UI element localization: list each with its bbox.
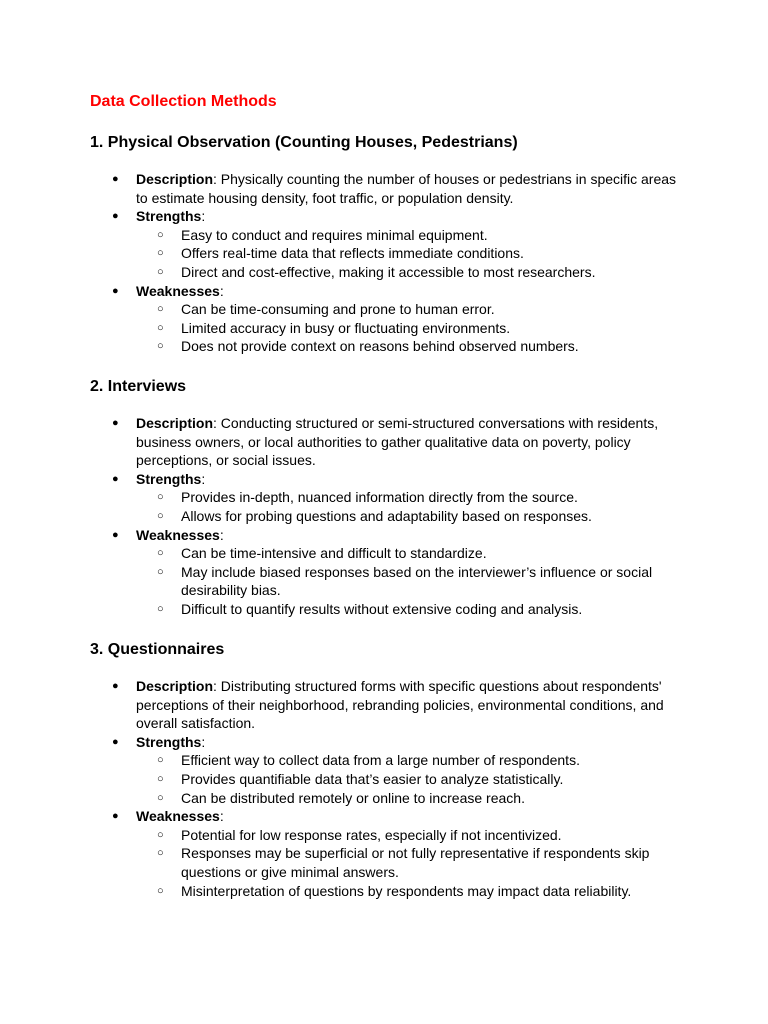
weakness-text: Responses may be superficial or not fully representative if respondents skip questions or give minimal answers. <box>181 845 650 880</box>
section-heading-interviews: 2. Interviews <box>90 378 187 395</box>
circle-bullet-icon: ○ <box>157 340 164 353</box>
list-item <box>110 789 680 808</box>
bullet-icon: ● <box>112 810 119 823</box>
list-item <box>110 244 680 263</box>
circle-bullet-icon: ○ <box>157 303 164 316</box>
strength-text: Direct and cost-effective, making it accessible to most researchers. <box>181 263 596 280</box>
circle-bullet-icon: ○ <box>157 491 164 504</box>
bullet-icon: ● <box>112 528 119 541</box>
description-item <box>110 170 680 207</box>
section-heading-physical-observation: 1. Physical Observation (Counting Houses, Pedestrians) <box>90 134 518 151</box>
list-item <box>110 751 680 770</box>
strengths-label: Strengths <box>136 208 202 225</box>
list-item <box>110 600 680 619</box>
weaknesses-item <box>110 526 680 545</box>
circle-bullet-icon: ○ <box>157 509 164 522</box>
weakness-text: Difficult to quantify results without extensive coding and analysis. <box>181 600 583 617</box>
circle-bullet-icon: ○ <box>157 828 164 841</box>
label-colon: : <box>219 808 224 825</box>
weakness-text: Misinterpretation of questions by respondents may impact data reliability. <box>181 882 632 899</box>
weakness-text: May include biased responses based on the interviewer’s influence or social desirability bias. <box>181 563 653 599</box>
circle-bullet-icon: ○ <box>157 321 164 334</box>
weaknesses-item <box>110 807 680 826</box>
list-item <box>110 507 680 526</box>
list-item <box>110 337 680 356</box>
weakness-text: Can be time-intensive and difficult to standardize. <box>181 545 487 562</box>
list-item <box>110 882 680 901</box>
strength-text: Allows for probing questions and adaptability based on responses. <box>181 507 592 524</box>
description-label: Description <box>136 415 214 431</box>
circle-bullet-icon: ○ <box>157 547 164 560</box>
label-colon: : <box>201 470 206 487</box>
section-body-interviews <box>110 414 680 619</box>
circle-bullet-icon: ○ <box>157 228 164 241</box>
label-colon: : <box>219 282 224 299</box>
section-body-questionnaires <box>110 677 680 900</box>
label-colon: : <box>201 733 206 750</box>
strength-text: Easy to conduct and requires minimal equipment. <box>181 226 488 243</box>
label-colon: : <box>201 208 206 225</box>
strength-text: Can be distributed remotely or online to increase reach. <box>181 789 525 806</box>
circle-bullet-icon: ○ <box>157 602 164 615</box>
label-colon: : <box>219 526 224 543</box>
description-text: : Distributing structured forms with specific questions about respondents' perceptions of their neighborhood, rebranding policies, environmental conditions, and overall satisfaction. <box>136 678 664 732</box>
section-body-physical-observation <box>110 170 680 356</box>
strength-text: Offers real-time data that reflects immediate conditions. <box>181 245 524 262</box>
strengths-label: Strengths <box>136 733 202 750</box>
description-item <box>110 677 680 733</box>
list-item <box>110 563 680 600</box>
weakness-text: Can be time-consuming and prone to human error. <box>181 301 495 318</box>
strengths-item <box>110 470 680 489</box>
list-item <box>110 826 680 845</box>
circle-bullet-icon: ○ <box>157 754 164 767</box>
list-item <box>110 300 680 319</box>
list-item <box>110 226 680 245</box>
description-text: : Conducting structured or semi-structured conversations with residents, business owners, or local authorities to gather qualitative data on poverty, policy perceptions, or social issues. <box>136 415 659 469</box>
circle-bullet-icon: ○ <box>157 247 164 260</box>
weaknesses-item <box>110 282 680 301</box>
circle-bullet-icon: ○ <box>157 565 164 578</box>
description-text: : Physically counting the number of houses or pedestrians in specific areas to estimate housing density, foot traffic, or population density. <box>136 171 677 206</box>
weaknesses-label: Weaknesses <box>136 282 220 299</box>
strengths-item <box>110 733 680 752</box>
list-item <box>110 770 680 789</box>
circle-bullet-icon: ○ <box>157 791 164 804</box>
weaknesses-label: Weaknesses <box>136 526 220 543</box>
document-title: Data Collection Methods <box>90 93 277 110</box>
list-item <box>110 263 680 282</box>
bullet-icon: ● <box>112 472 119 485</box>
circle-bullet-icon: ○ <box>157 265 164 278</box>
circle-bullet-icon: ○ <box>157 772 164 785</box>
strengths-label: Strengths <box>136 470 202 487</box>
weaknesses-label: Weaknesses <box>136 808 220 825</box>
section-heading-questionnaires: 3. Questionnaires <box>90 641 225 658</box>
description-label: Description <box>136 171 214 187</box>
list-item <box>110 544 680 563</box>
strength-text: Provides quantifiable data that’s easier to analyze statistically. <box>181 770 564 787</box>
bullet-icon: ● <box>112 173 119 185</box>
weakness-text: Potential for low response rates, especially if not incentivized. <box>181 826 562 843</box>
bullet-icon: ● <box>112 735 119 748</box>
bullet-icon: ● <box>112 417 119 429</box>
bullet-icon: ● <box>112 210 119 223</box>
strength-text: Provides in-depth, nuanced information directly from the source. <box>181 489 578 506</box>
list-item <box>110 488 680 507</box>
circle-bullet-icon: ○ <box>157 884 164 897</box>
weakness-text: Limited accuracy in busy or fluctuating environments. <box>181 319 511 336</box>
bullet-icon: ● <box>112 680 119 692</box>
circle-bullet-icon: ○ <box>157 847 164 860</box>
weakness-text: Does not provide context on reasons behind observed numbers. <box>181 338 579 355</box>
list-item <box>110 844 680 881</box>
description-label: Description <box>136 678 214 694</box>
strengths-item <box>110 207 680 226</box>
list-item <box>110 319 680 338</box>
description-item <box>110 414 680 470</box>
bullet-icon: ● <box>112 284 119 297</box>
strength-text: Efficient way to collect data from a large number of respondents. <box>181 752 580 769</box>
